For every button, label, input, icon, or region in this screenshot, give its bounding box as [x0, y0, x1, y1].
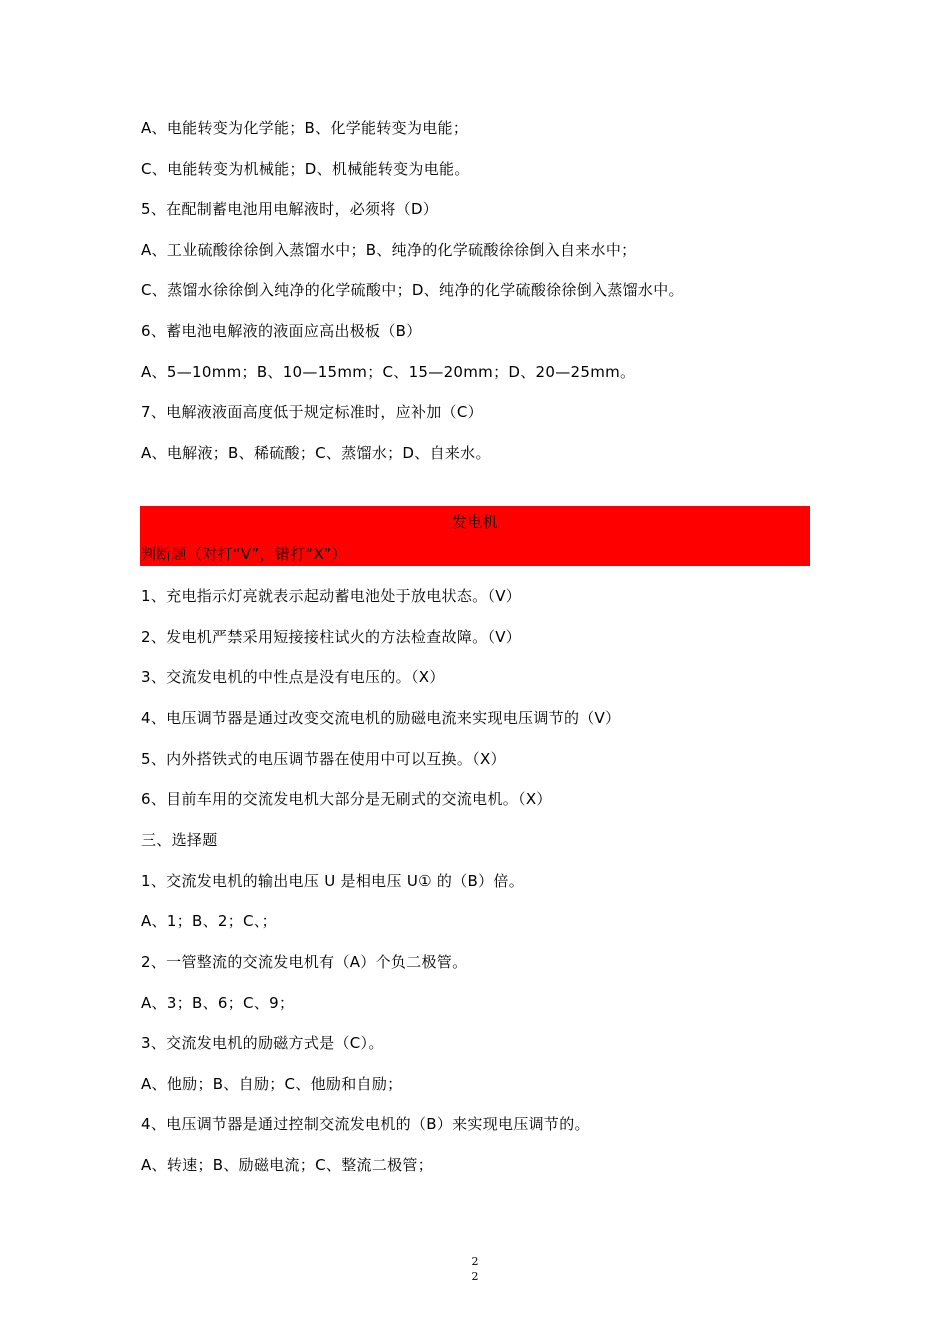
question-line: 6、目前车用的交流发电机大部分是无刷式的交流电机。（X） — [141, 790, 552, 808]
section-heading: 三、选择题 — [141, 831, 218, 849]
text-line: A、电能转变为化学能；B、化学能转变为电能； — [141, 119, 469, 137]
question-line: 6、蓄电池电解液的液面应高出极板（B） — [141, 322, 422, 340]
page-number: 2 — [471, 1255, 479, 1268]
text-line: A、他励；B、自励；C、他励和自励； — [141, 1075, 403, 1093]
text-line: A、电解液；B、稀硫酸；C、蒸馏水；D、自来水。 — [141, 444, 491, 462]
text-line: A、工业硫酸徐徐倒入蒸馏水中；B、纯净的化学硫酸徐徐倒入自来水中； — [141, 241, 637, 259]
question-line: 3、交流发电机的中性点是没有电压的。（X） — [141, 668, 445, 686]
question-line: 5、内外搭铁式的电压调节器在使用中可以互换。（X） — [141, 750, 506, 768]
question-line: 4、电压调节器是通过控制交流发电机的（B）来实现电压调节的。 — [141, 1115, 590, 1133]
question-line: 1、充电指示灯亮就表示起动蓄电池处于放电状态。（V） — [141, 587, 522, 605]
section-subtitle: 判断题（对打“V”，错打“X”） — [141, 545, 347, 563]
question-line: 3、交流发电机的励磁方式是（C）。 — [141, 1034, 384, 1052]
page-number: 2 — [471, 1270, 479, 1283]
question-line: 1、交流发电机的输出电压 U 是相电压 U① 的（B）倍。 — [141, 872, 525, 890]
question-line: 7、电解液液面高度低于规定标准时，应补加（C） — [141, 403, 483, 421]
section-title: 发电机 — [452, 513, 498, 531]
text-line: A、3；B、6；C、9； — [141, 994, 295, 1012]
text-line: A、转速；B、励磁电流；C、整流二极管； — [141, 1156, 434, 1174]
text-line: C、电能转变为机械能；D、机械能转变为电能。 — [141, 160, 470, 178]
section-header-band — [140, 506, 810, 566]
text-line: A、5—10mm；B、10—15mm；C、15—20mm；D、20—25mm。 — [141, 363, 636, 381]
question-line: 2、发电机严禁采用短接接柱试火的方法检查故障。（V） — [141, 628, 522, 646]
question-line: 2、一管整流的交流发电机有（A）个负二极管。 — [141, 953, 468, 971]
question-line: 4、电压调节器是通过改变交流电机的励磁电流来实现电压调节的（V） — [141, 709, 621, 727]
question-line: 5、在配制蓄电池用电解液时，必须将（D） — [141, 200, 439, 218]
text-line: C、蒸馏水徐徐倒入纯净的化学硫酸中；D、纯净的化学硫酸徐徐倒入蒸馏水中。 — [141, 281, 684, 299]
text-line: A、1；B、2；C、； — [141, 912, 277, 930]
